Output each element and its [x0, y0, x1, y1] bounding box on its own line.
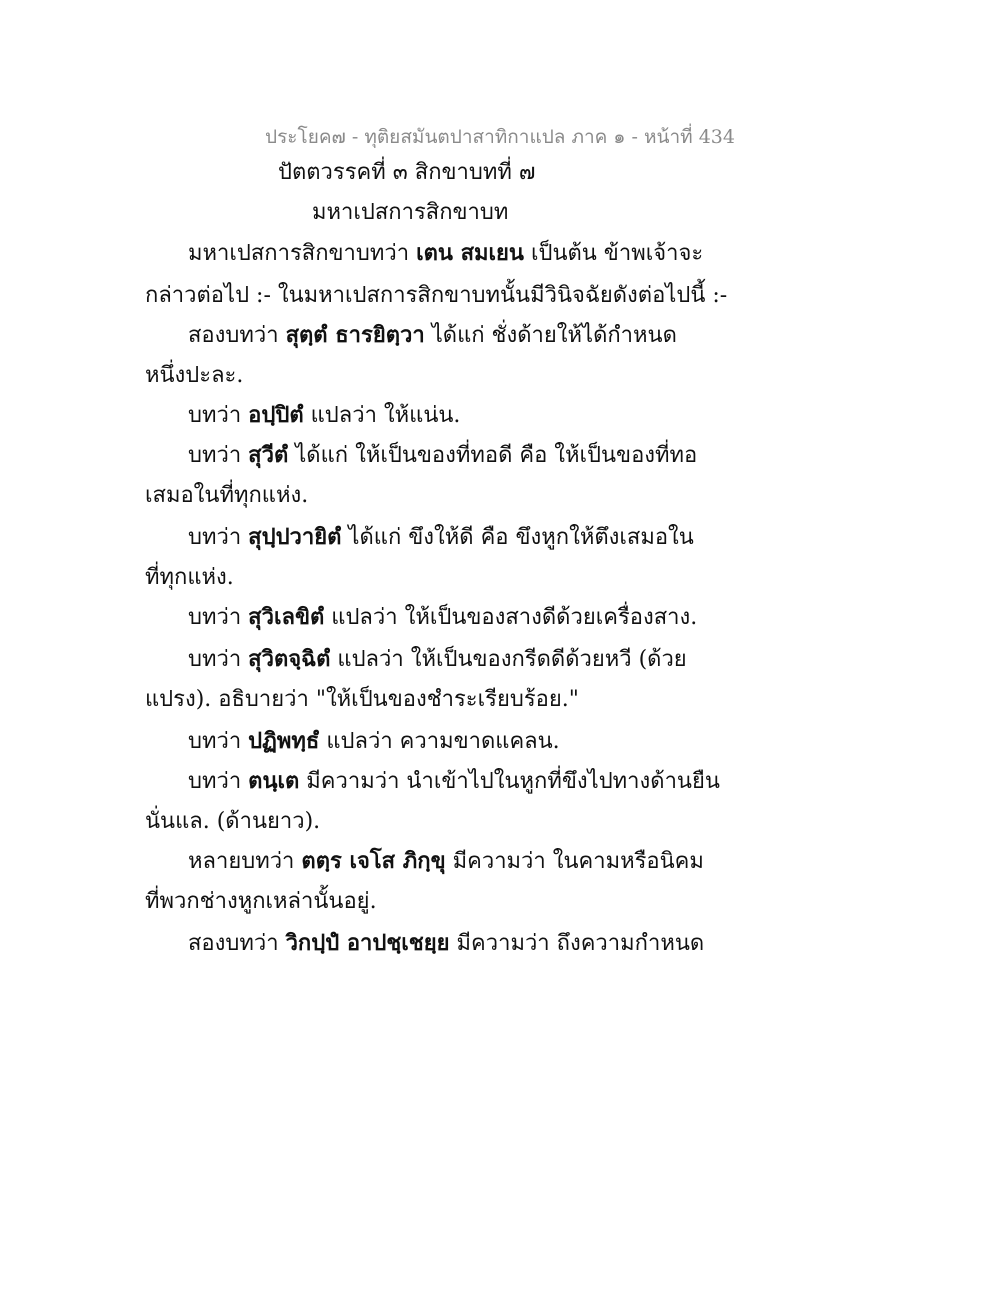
paragraph-line: ที่พวกช่างหูกเหล่านั้นอยู่.: [145, 889, 377, 914]
paragraph-line: บทว่า อปฺปิตํ แปลว่า ให้แน่น.: [188, 402, 461, 428]
paragraph-line: สองบทว่า วิกปฺปํ อาปชฺเชยฺย มีความว่า ถึงความกำหนด: [188, 930, 705, 956]
paragraph-line: แปรง). อธิบายว่า "ให้เป็นของชำระเรียบร้อย.": [145, 687, 579, 712]
page-header: ประโยค๗ - ทุติยสมันตปาสาทิกาแปล ภาค ๑ - หน้าที่ 434: [265, 126, 735, 148]
paragraph-line: มหาเปสการสิกขาบทว่า เตน สมเยน เป็นต้น ข้าพเจ้าจะ: [188, 240, 704, 266]
paragraph-line: หนึ่งปะละ.: [145, 363, 244, 388]
paragraph-line: บทว่า สุวีตํ ได้แก่ ให้เป็นของที่ทอดี คือ ให้เป็นของที่ทอ: [188, 442, 698, 468]
paragraph-line: บทว่า ปฏิพทฺธํ แปลว่า ความขาดแคลน.: [188, 728, 560, 754]
paragraph-line: เสมอในที่ทุกแห่ง.: [145, 483, 309, 508]
paragraph-line: บทว่า สุวิเลขิตํ แปลว่า ให้เป็นของสางดีด้วยเครื่องสาง.: [188, 604, 698, 630]
paragraph-line: บทว่า สุวิตจฺฉิตํ แปลว่า ให้เป็นของกรีดดีด้วยหวี (ด้วย: [188, 646, 687, 672]
paragraph-line: สองบทว่า สุตฺตํ ธารยิตฺวา ได้แก่ ชั่งด้ายให้ได้กำหนด: [188, 322, 677, 348]
paragraph-line: กล่าวต่อไป :- ในมหาเปสการสิกขาบทนั้นมีวินิจฉัยดังต่อไปนี้ :-: [145, 283, 728, 308]
paragraph-line: บทว่า ตนฺเต มีความว่า นำเข้าไปในหูกที่ขึงไปทางด้านยืน: [188, 768, 720, 794]
paragraph-line: บทว่า สุปฺปวายิตํ ได้แก่ ขึงให้ดี คือ ขึงหูกให้ตึงเสมอใน: [188, 524, 694, 550]
paragraph-line: นั่นแล. (ด้านยาว).: [145, 809, 321, 834]
section-title: มหาเปสการสิกขาบท: [312, 200, 509, 225]
chapter-title: ปัตตวรรคที่ ๓ สิกขาบทที่ ๗: [278, 160, 536, 185]
paragraph-line: ที่ทุกแห่ง.: [145, 565, 234, 590]
paragraph-line: หลายบทว่า ตตฺร เจโส ภิกฺขุ มีความว่า ในคามหรือนิคม: [188, 848, 704, 874]
